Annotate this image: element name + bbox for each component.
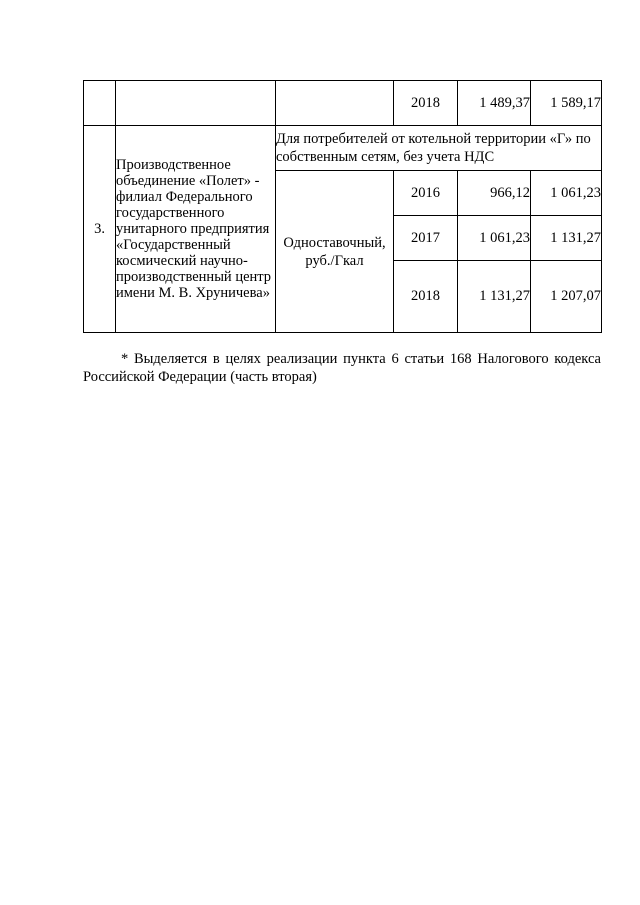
value-cell: 1 061,23 [458, 216, 531, 261]
rate-type: Одноставочный, руб./Гкал [276, 171, 394, 333]
value-cell: 966,12 [458, 171, 531, 216]
year-cell: 2018 [394, 81, 458, 126]
value-cell: 1 589,17 [531, 81, 602, 126]
value-cell: 1 489,37 [458, 81, 531, 126]
table-cell-empty [276, 81, 394, 126]
footnote-text: * Выделяется в целях реализации пункта 6 статьи 168 Налогового кодекса Российской Федерации (часть вторая) [83, 351, 601, 385]
value-cell: 1 061,23 [531, 171, 602, 216]
tariff-table [83, 80, 602, 333]
table-row [84, 81, 602, 126]
table-cell-empty [116, 81, 276, 126]
organization-name: Производственное объединение «Полет» - филиал Федерального государственного унитарного предприятия «Государственный космический научно-производственный центр имени М. В. Хруничева» [116, 126, 276, 333]
year-cell: 2017 [394, 216, 458, 261]
value-cell: 1 131,27 [458, 261, 531, 333]
table-cell-empty [84, 81, 116, 126]
value-cell: 1 207,07 [531, 261, 602, 333]
row-number: 3. [84, 126, 116, 333]
consumer-note: Для потребителей от котельной территории «Г» по собственным сетям, без учета НДС [276, 126, 602, 171]
year-cell: 2018 [394, 261, 458, 333]
footnote [83, 350, 601, 386]
table-row [84, 126, 602, 171]
year-cell: 2016 [394, 171, 458, 216]
value-cell: 1 131,27 [531, 216, 602, 261]
